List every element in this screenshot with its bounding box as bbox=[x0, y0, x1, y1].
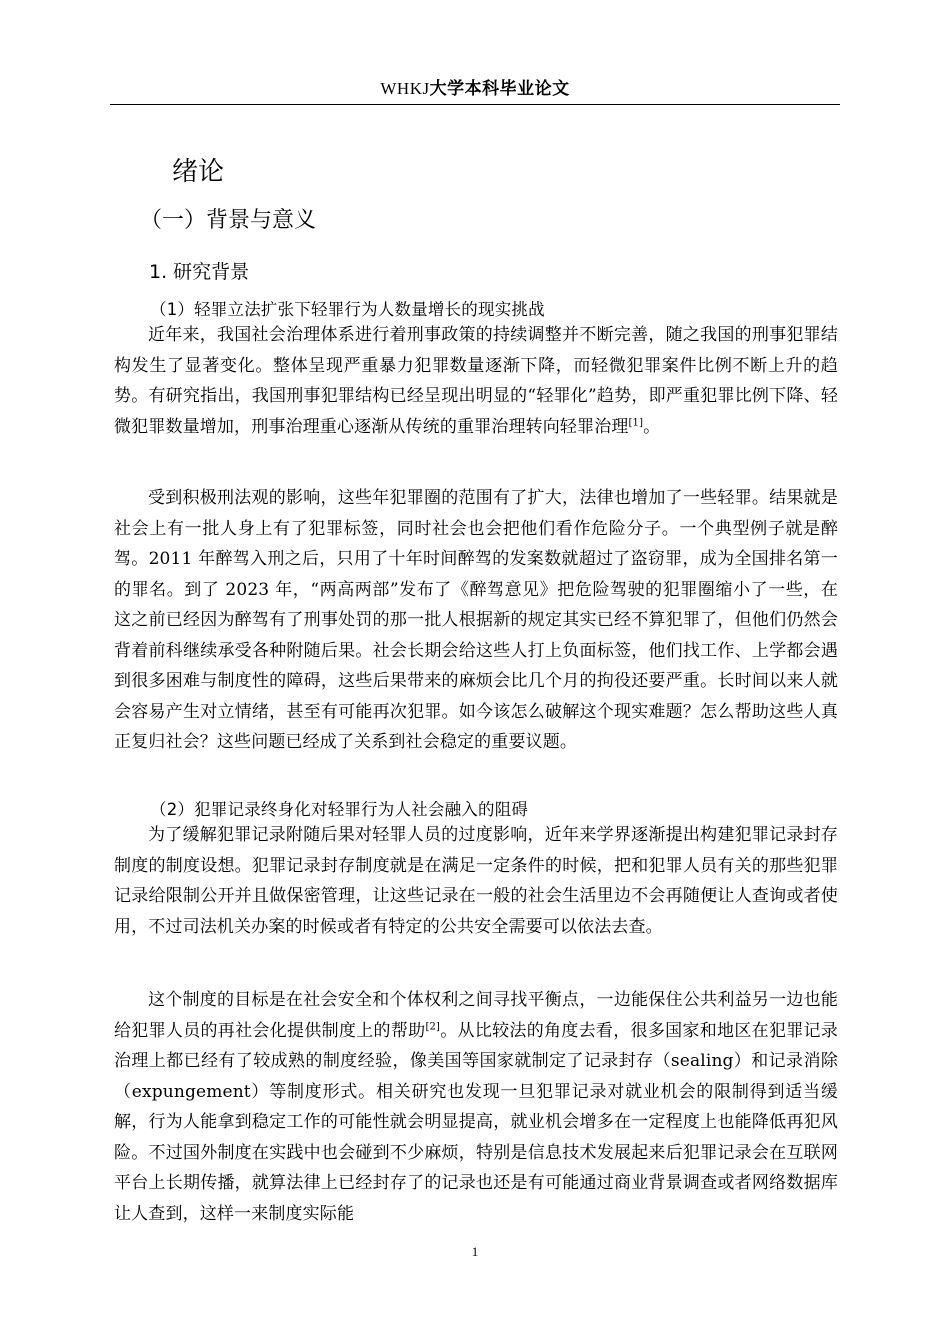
paragraph-3: 为了缓解犯罪记录附随后果对轻罪人员的过度影响，近年来学界逐渐提出构建犯罪记录封存制度的制度设想。犯罪记录封存制度就是在满足一定条件的时候，把和犯罪人员有关的那些犯罪记录给限制公开并且做保密管理，让这些记录在一般的社会生活里边不会再随便让人查询或者使用，不过司法机关办案的时候或者有特定的公共安全需要可以依法去查。 bbox=[114, 825, 838, 937]
paragraph-1 bbox=[114, 320, 838, 442]
paragraph-4-text: 这个制度的目标是在社会安全和个体权利之间寻找平衡点，一边能保住公共利益另一边也能给犯罪人员的再社会化提供制度上的帮助 bbox=[114, 990, 838, 1041]
paragraph-4 bbox=[114, 985, 838, 1229]
subsection-title: 1. 研究背景 bbox=[149, 261, 250, 283]
paragraph-2: 受到积极刑法观的影响，这些年犯罪圈的范围有了扩大，法律也增加了一些轻罪。结果就是社会上有一批人身上有了犯罪标签，同时社会也会把他们看作危险分子。一个典型例子就是醉驾。2011 年醉驾入刑之后，只用了十年时间醉驾的发案数就超过了盗窃罪，成为全国排名第一的罪名。到了 2023 年，“两高两部”发布了《醉驾意见》把危险驾驶的犯罪圈缩小了一些，在这之前已经因为醉驾有了刑事处罚的那一批人根据新的规定其实已经不算犯罪了，但他们仍然会背着前科继续承受各种附随后果。社会长期会给这些人打上负面标签，他们找工作、上学都会遇到很多困难与制度性的障碍，这些后果带来的麻烦会比几个月的拘役还要严重。长时间以来人就会容易产生对立情绪，甚至有可能再次犯罪。如今该怎么破解这个现实难题？怎么帮助这些人真正复归社会？这些问题已经成了关系到社会稳定的重要议题。 bbox=[114, 488, 838, 752]
citation-1[interactable]: [1] bbox=[628, 416, 644, 428]
heading-reality-challenge: （1）轻罪立法扩张下轻罪行为人数量增长的现实挑战 bbox=[150, 300, 545, 319]
running-header bbox=[0, 74, 950, 99]
paragraph-1-tail: 。 bbox=[643, 416, 661, 437]
header-divider bbox=[110, 104, 840, 105]
running-header-prefix: WHKJ bbox=[380, 79, 430, 98]
paragraph-1-text: 近年来，我国社会治理体系进行着刑事政策的持续调整并不断完善，随之我国的刑事犯罪结构发生了显著变化。整体呈现严重暴力犯罪数量逐渐下降，而轻微犯罪案件比例不断上升的趋势。有研究指出，我国刑事犯罪结构已经呈现出明显的“轻罪化”趋势，即严重犯罪比例下降、轻微犯罪数量增加，刑事治理重心逐渐从传统的重罪治理转向轻罪治理 bbox=[114, 325, 838, 437]
heading-social-reintegration: （2）犯罪记录终身化对轻罪行为人社会融入的阻碍 bbox=[150, 800, 529, 819]
running-header-title: 大学本科毕业论文 bbox=[429, 79, 570, 99]
page-number: 1 bbox=[471, 1244, 479, 1259]
section-title: （一）背景与意义 bbox=[140, 208, 317, 233]
paragraph-4-tail: 。从比较法的角度去看，很多国家和地区在犯罪记录治理上都已经有了较成熟的制度经验，像美国等国家就制定了记录封存（sealing）和记录消除（expungement）等制度形式。相关研究也发现一旦犯罪记录对就业机会的限制得到适当缓解，行为人能拿到稳定工作的可能性就会明显提高，就业机会增多在一定程度上也能降低再犯风险。不过国外制度在实践中也会碰到不少麻烦，特别是信息技术发展起来后犯罪记录会在互联网平台上长期传播，就算法律上已经封存了的记录也还是有可能通过商业背景调查或者网络数据库让人查到，这样一来制度实际能 bbox=[114, 1020, 838, 1224]
citation-2[interactable]: [2] bbox=[425, 1020, 441, 1032]
chapter-title: 绪论 bbox=[172, 157, 225, 187]
